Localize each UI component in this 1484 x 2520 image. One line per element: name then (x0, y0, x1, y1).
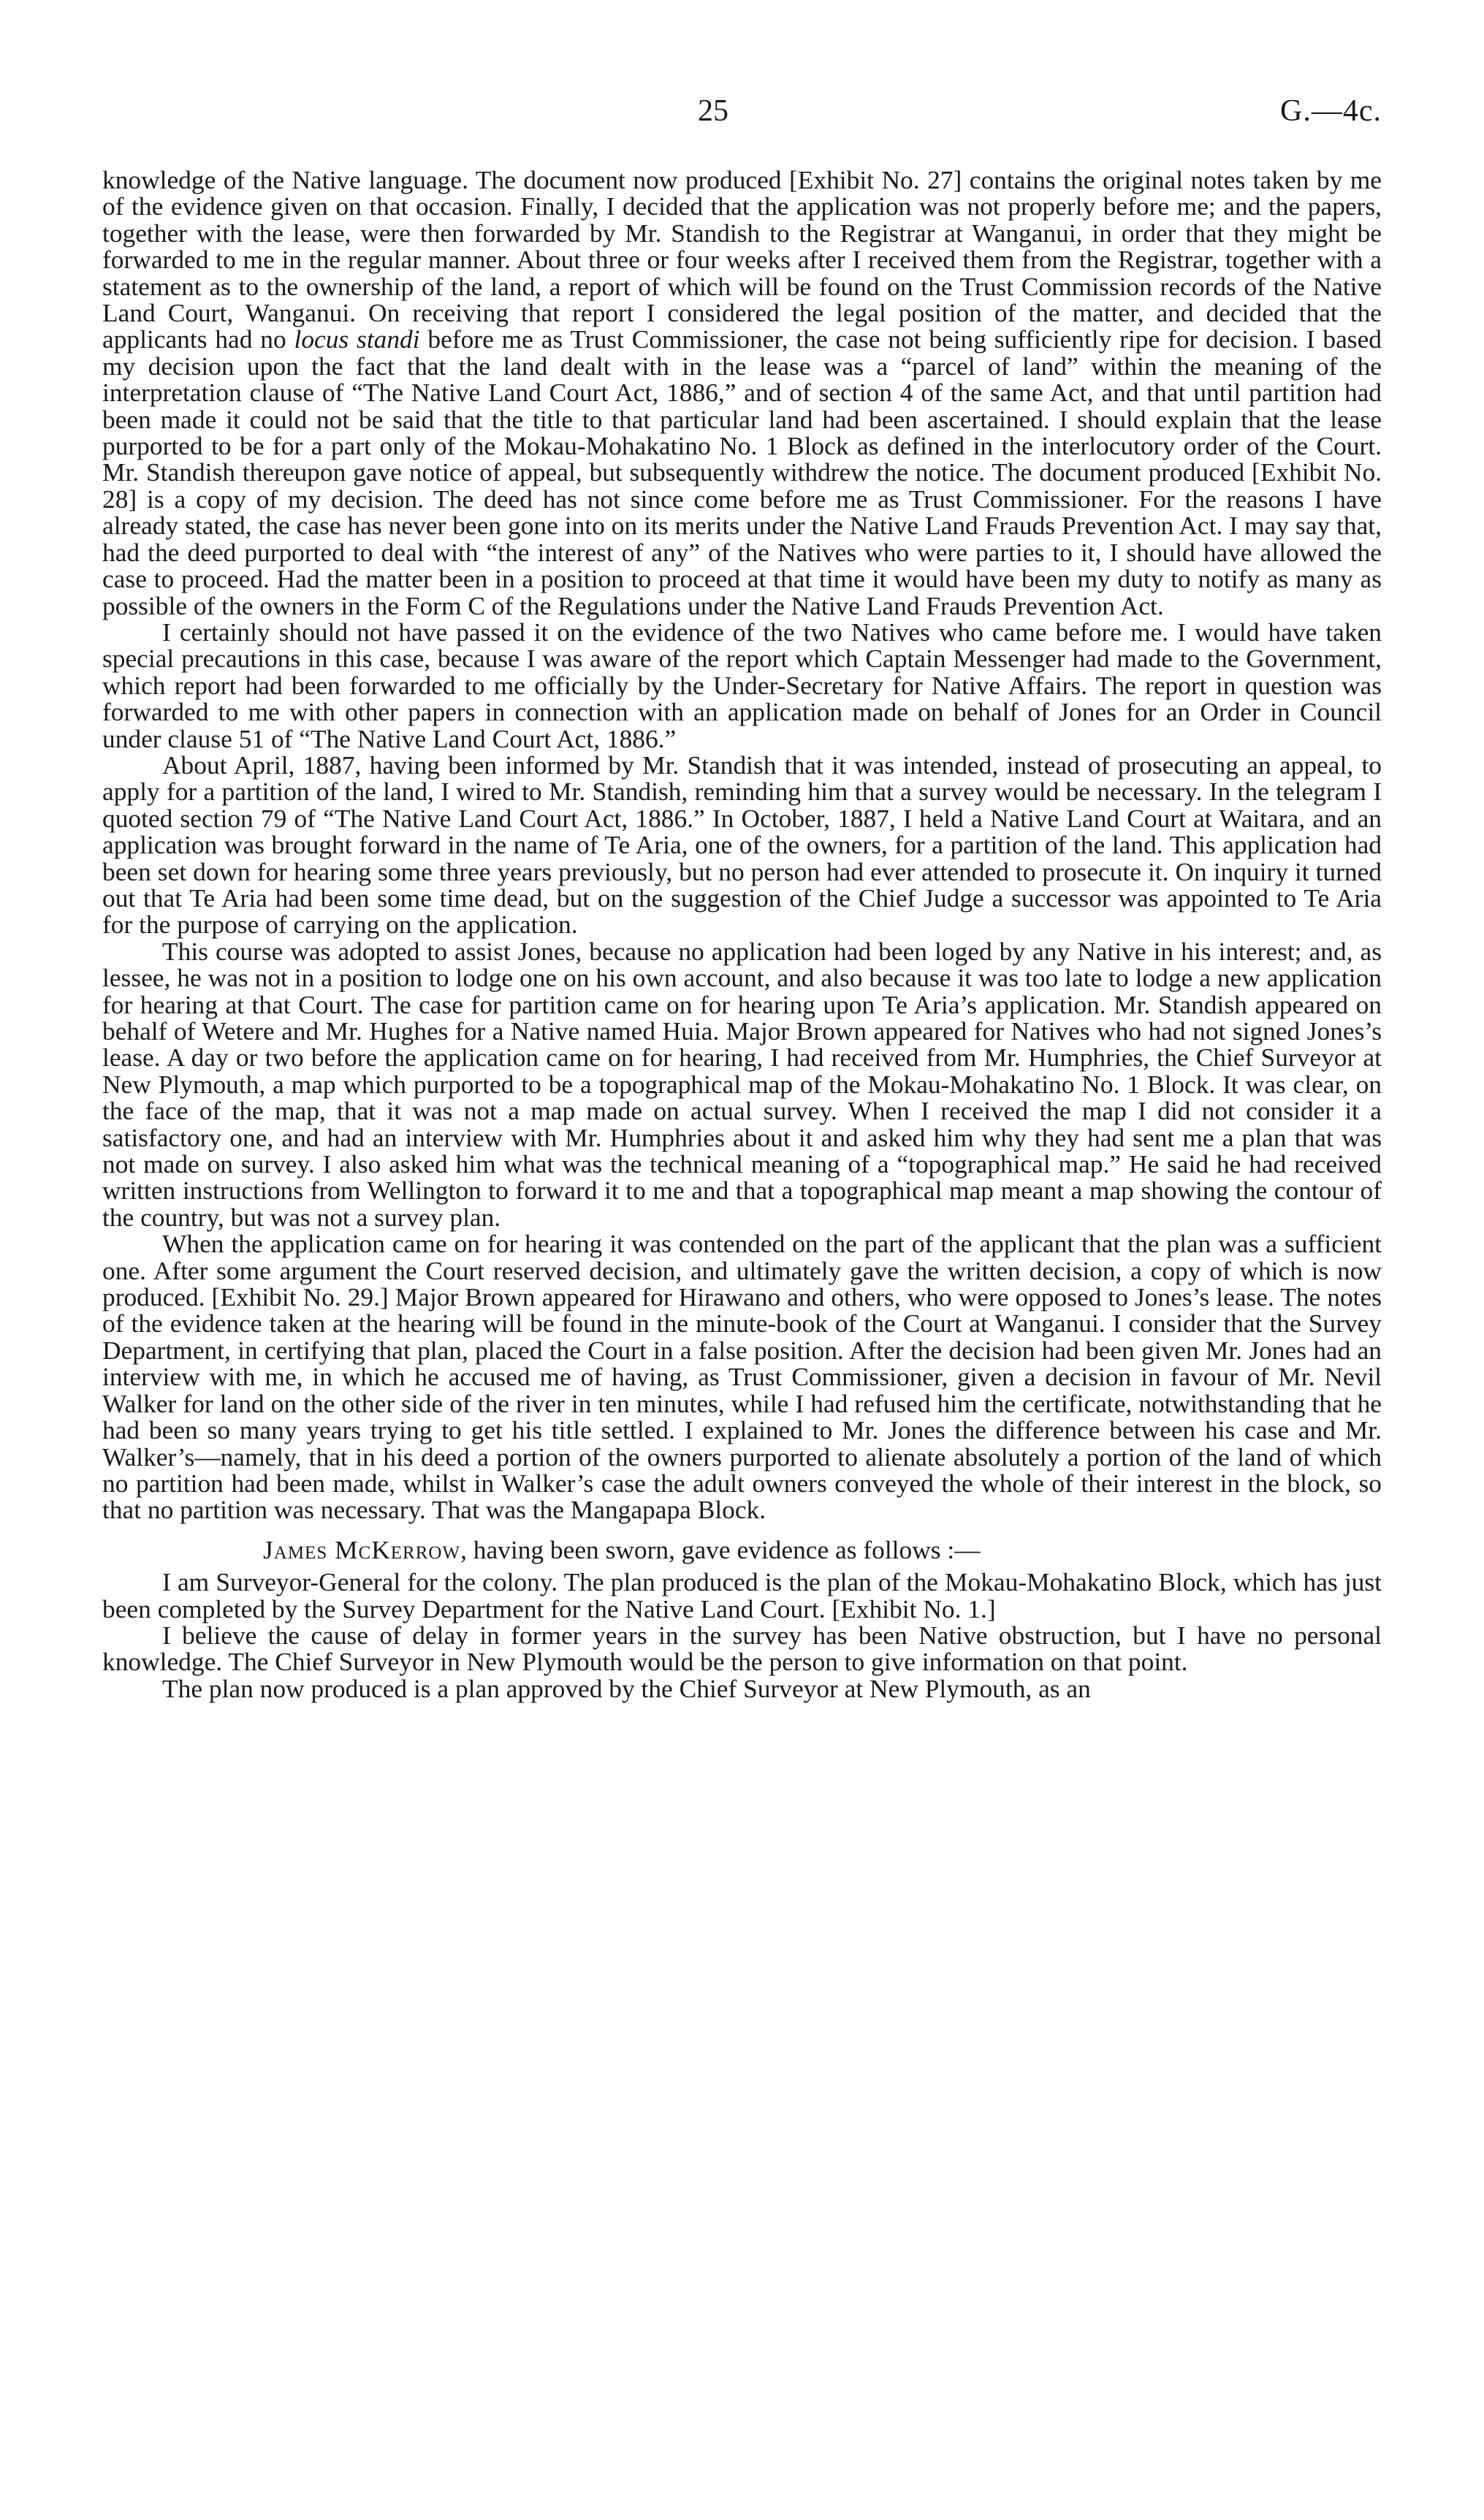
evidence-paragraph-1: I am Surveyor-General for the colony. The plan produced is the plan of the Mokau-Mohakatino Block, which has just been completed by the Survey Department for the Native Land Court. [Exhibit No. 1.] (102, 1567, 1382, 1623)
evidence-paragraph-2: I believe the cause of delay in former years in the survey has been Native obstruction, but I have no personal knowledge. The Chief Surveyor in New Plymouth would be the person to give information on that point. (102, 1620, 1382, 1677)
paragraph-2: I certainly should not have passed it on the evidence of the two Natives who came before me. I would have taken special precautions in this case, because I was aware of the report which Captain Messenger had made to the Government, which report had been forwarded to me officially by the Under-Secretary for Native Affairs. The report in question was forwarded to me with other papers in connection with an application made on behalf of Jones for an Order in Council under clause 51 of “The Native Land Court Act, 1886.” (102, 617, 1382, 753)
paragraph-1 (102, 167, 1382, 619)
evidence-paragraph-3: The plan now produced is a plan approved by the Chief Surveyor at New Plymouth, as an (162, 1673, 1091, 1703)
witness-heading (102, 1534, 1382, 1564)
page-header (0, 94, 1484, 137)
paragraph-1-text-b: before me as Trust Commissioner, the case not being sufficiently ripe for decision. I based my decision upon the fact that the land dealt with in the lease was a “parcel of land” within the meaning of the interpretation clause of “The Native Land Court Act, 1886,” and of section 4 of the same Act, and that until partition had been made it could not be said that the title to that particular land had been ascertained. I should explain that the lease purported to be for a part only of the Mokau-Mohakatino No. 1 Block as defined in the interlocutory order of the Court. Mr. Standish thereupon gave notice of appeal, but subsequently withdrew the notice. The document produced [Exhibit No. 28] is a copy of my decision. The deed has not since come before me as Trust Commissioner. For the reasons I have already stated, the case has never been gone into on its merits under the Native Land Frauds Prevention Act. I may say that, had the deed purported to deal with “the interest of any” of the Natives who were parties to it, I should have allowed the case to proceed. Had the matter been in a position to proceed at that time it would have been my duty to notify as many as possible of the owners in the Form C of the Regulations under the Native Land Frauds Prevention Act. (102, 324, 1382, 620)
witness-name: James McKerrow (263, 1534, 461, 1564)
paragraph-1-latin-phrase: locus standi (294, 324, 420, 354)
paragraph-4: This course was adopted to assist Jones, because no application had been loged by any Native in his interest; and, as lessee, he was not in a position to lodge one on his own account, and also because it was too late to lodge a new application for hearing at that Court. The case for partition came on for hearing upon Te Aria’s application. Mr. Standish appeared on behalf of Wetere and Mr. Hughes for a Native named Huia. Major Brown appeared for Natives who had not signed Jones’s lease. A day or two before the application came on for hearing, I had received from Mr. Humphries, the Chief Surveyor at New Plymouth, a map which purported to be a topographical map of the Mokau-Mohakatino No. 1 Block. It was clear, on the face of the map, that it was not a map made on actual survey. When I received the map I did not consider it a satisfactory one, and had an interview with Mr. Humphries about it and asked him why they had sent me a plan that was not made on survey. I also asked him what was the technical meaning of a “topographical map.” He said he had received written instructions from Wellington to forward it to me and that a topographical map meant a map showing the contour of the country, but was not a survey plan. (102, 936, 1382, 1232)
paragraph-3: About April, 1887, having been informed by Mr. Standish that it was intended, instead of prosecuting an appeal, to apply for a partition of the land, I wired to Mr. Standish, reminding him that a survey would be necessary. In the telegram I quoted section 79 of “The Native Land Court Act, 1886.” In October, 1887, I held a Native Land Court at Waitara, and an application was brought forward in the name of Te Aria, one of the owners, for a partition of the land. This application had been set down for hearing some three years previously, but no person had ever attended to prosecute it. On inquiry it turned out that Te Aria had been some time dead, but on the suggestion of the Chief Judge a successor was appointed to Te Aria for the purpose of carrying on the application. (102, 750, 1382, 940)
body-text (102, 167, 1382, 1702)
page-number: 25 (698, 94, 728, 128)
document-reference: G.—4c. (1280, 94, 1382, 128)
paragraph-1-text-a: knowledge of the Native language. The document now produced [Exhibit No. 27] contains the original notes taken by me of the evidence given on that occasion. Finally, I decided that the application was not properly before me; and the papers, together with the lease, were then forwarded by Mr. Standish to the Registrar at Wanganui, in order that they might be forwarded to me in the regular manner. About three or four weeks after I received them from the Registrar, together with a statement as to the ownership of the land, a report of which will be found on the Trust Commission records of the Native Land Court, Wanganui. On receiving that report I considered the legal position of the matter, and decided that the applicants had no (102, 165, 1382, 354)
paragraph-5: When the application came on for hearing it was contended on the part of the applicant that the plan was a sufficient one. After some argument the Court reserved decision, and ultimately gave the written decision, a copy of which is now produced. [Exhibit No. 29.] Major Brown appeared for Hirawano and others, who were opposed to Jones’s lease. The notes of the evidence taken at the hearing will be found in the minute-book of the Court at Wanganui. I consider that the Survey Department, in certifying that plan, placed the Court in a false position. After the decision had been given Mr. Jones had an interview with me, in which he accused me of having, as Trust Commissioner, given a decision in favour of Mr. Nevil Walker for land on the other side of the river in ten minutes, while I had refused him the certificate, notwithstanding that he had been so many years trying to get his title settled. I explained to Mr. Jones the difference between his case and Mr. Walker’s—namely, that in his deed a portion of the owners purported to alienate absolutely a portion of the land of which no partition had been made, whilst in Walker’s case the adult owners conveyed the whole of their interest in the block, so that no partition was necessary. That was the Mangapapa Block. (102, 1229, 1382, 1525)
witness-statement: , having been sworn, gave evidence as follows :— (460, 1534, 981, 1564)
